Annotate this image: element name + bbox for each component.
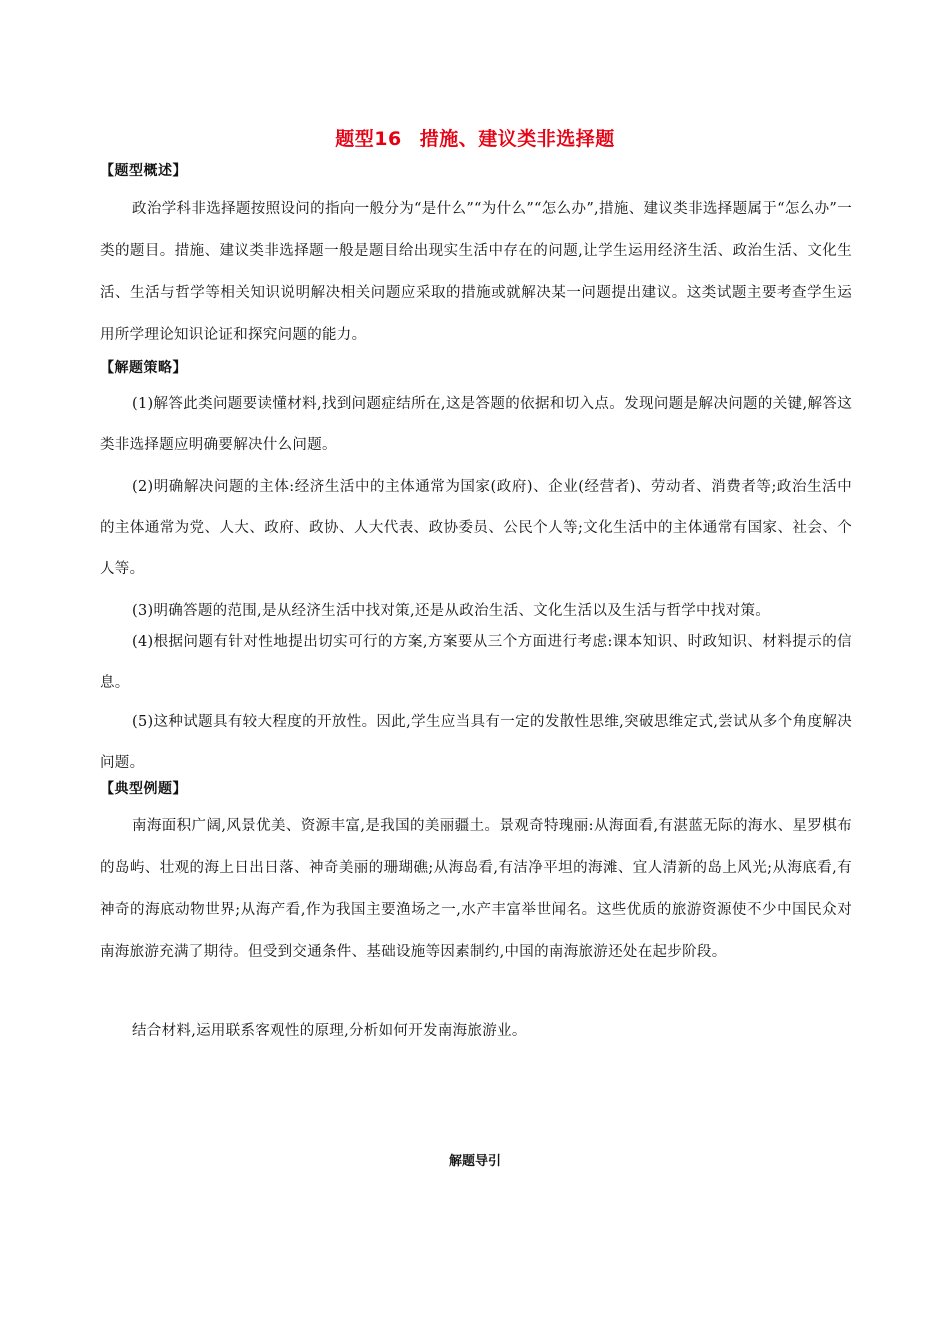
section-label-example: 【典型例题】 [100,781,187,797]
example-question: 结合材料,运用联系客观性的原理,分析如何开发南海旅游业。 [132,1023,527,1039]
solution-guide-heading: 解题导引 [448,1154,501,1169]
title-main: 措施、建议类非选择题 [419,128,615,150]
section-label-strategy: 【解题策略】 [100,360,187,376]
strategy-item-2: (2)明确解决问题的主体:经济生活中的主体通常为国家(政府)、企业(经营者)、劳动者、消费者等;政治生活中的主体通常为党、人大、政府、政协、人大代表、政协委员、公民个人等;文化生活中的主体通常有国家、社会、个人等。 [100,479,852,577]
page-title [0,124,950,151]
strategy-item-5: (5)这种试题具有较大程度的开放性。因此,学生应当具有一定的发散性思维,突破思维定式,尝试从多个角度解决问题。 [100,714,852,771]
strategy-item-4: (4)根据问题有针对性地提出切实可行的方案,方案要从三个方面进行考虑:课本知识、时政知识、材料提示的信息。 [100,634,852,691]
overview-paragraph: 政治学科非选择题按照设问的指向一般分为“是什么”“为什么”“怎么办”,措施、建议类非选择题属于“怎么办”一类的题目。措施、建议类非选择题一般是题目给出现实生活中存在的问题,让学生运用经济生活、政治生活、文化生活、生活与哲学等相关知识说明解决相关问题应采取的措施或就解决某一问题提出建议。这类试题主要考查学生运用所学理论知识论证和探究问题的能力。 [100,201,852,343]
title-prefix: 题型16 [335,128,402,150]
section-label-overview: 【题型概述】 [100,163,187,179]
example-material: 南海面积广阔,风景优美、资源丰富,是我国的美丽疆土。景观奇特瑰丽:从海面看,有湛蓝无际的海水、星罗棋布的岛屿、壮观的海上日出日落、神奇美丽的珊瑚礁;从海岛看,有洁净平坦的海滩、宜人清新的岛上风光;从海底看,有神奇的海底动物世界;从海产看,作为我国主要渔场之一,水产丰富举世闻名。这些优质的旅游资源使不少中国民众对南海旅游充满了期待。但受到交通条件、基础设施等因素制约,中国的南海旅游还处在起步阶段。 [100,818,852,960]
strategy-item-3: (3)明确答题的范围,是从经济生活中找对策,还是从政治生活、文化生活以及生活与哲学中找对策。 [132,603,771,619]
strategy-item-1: (1)解答此类问题要读懂材料,找到问题症结所在,这是答题的依据和切入点。发现问题是解决问题的关键,解答这类非选择题应明确要解决什么问题。 [100,396,852,453]
